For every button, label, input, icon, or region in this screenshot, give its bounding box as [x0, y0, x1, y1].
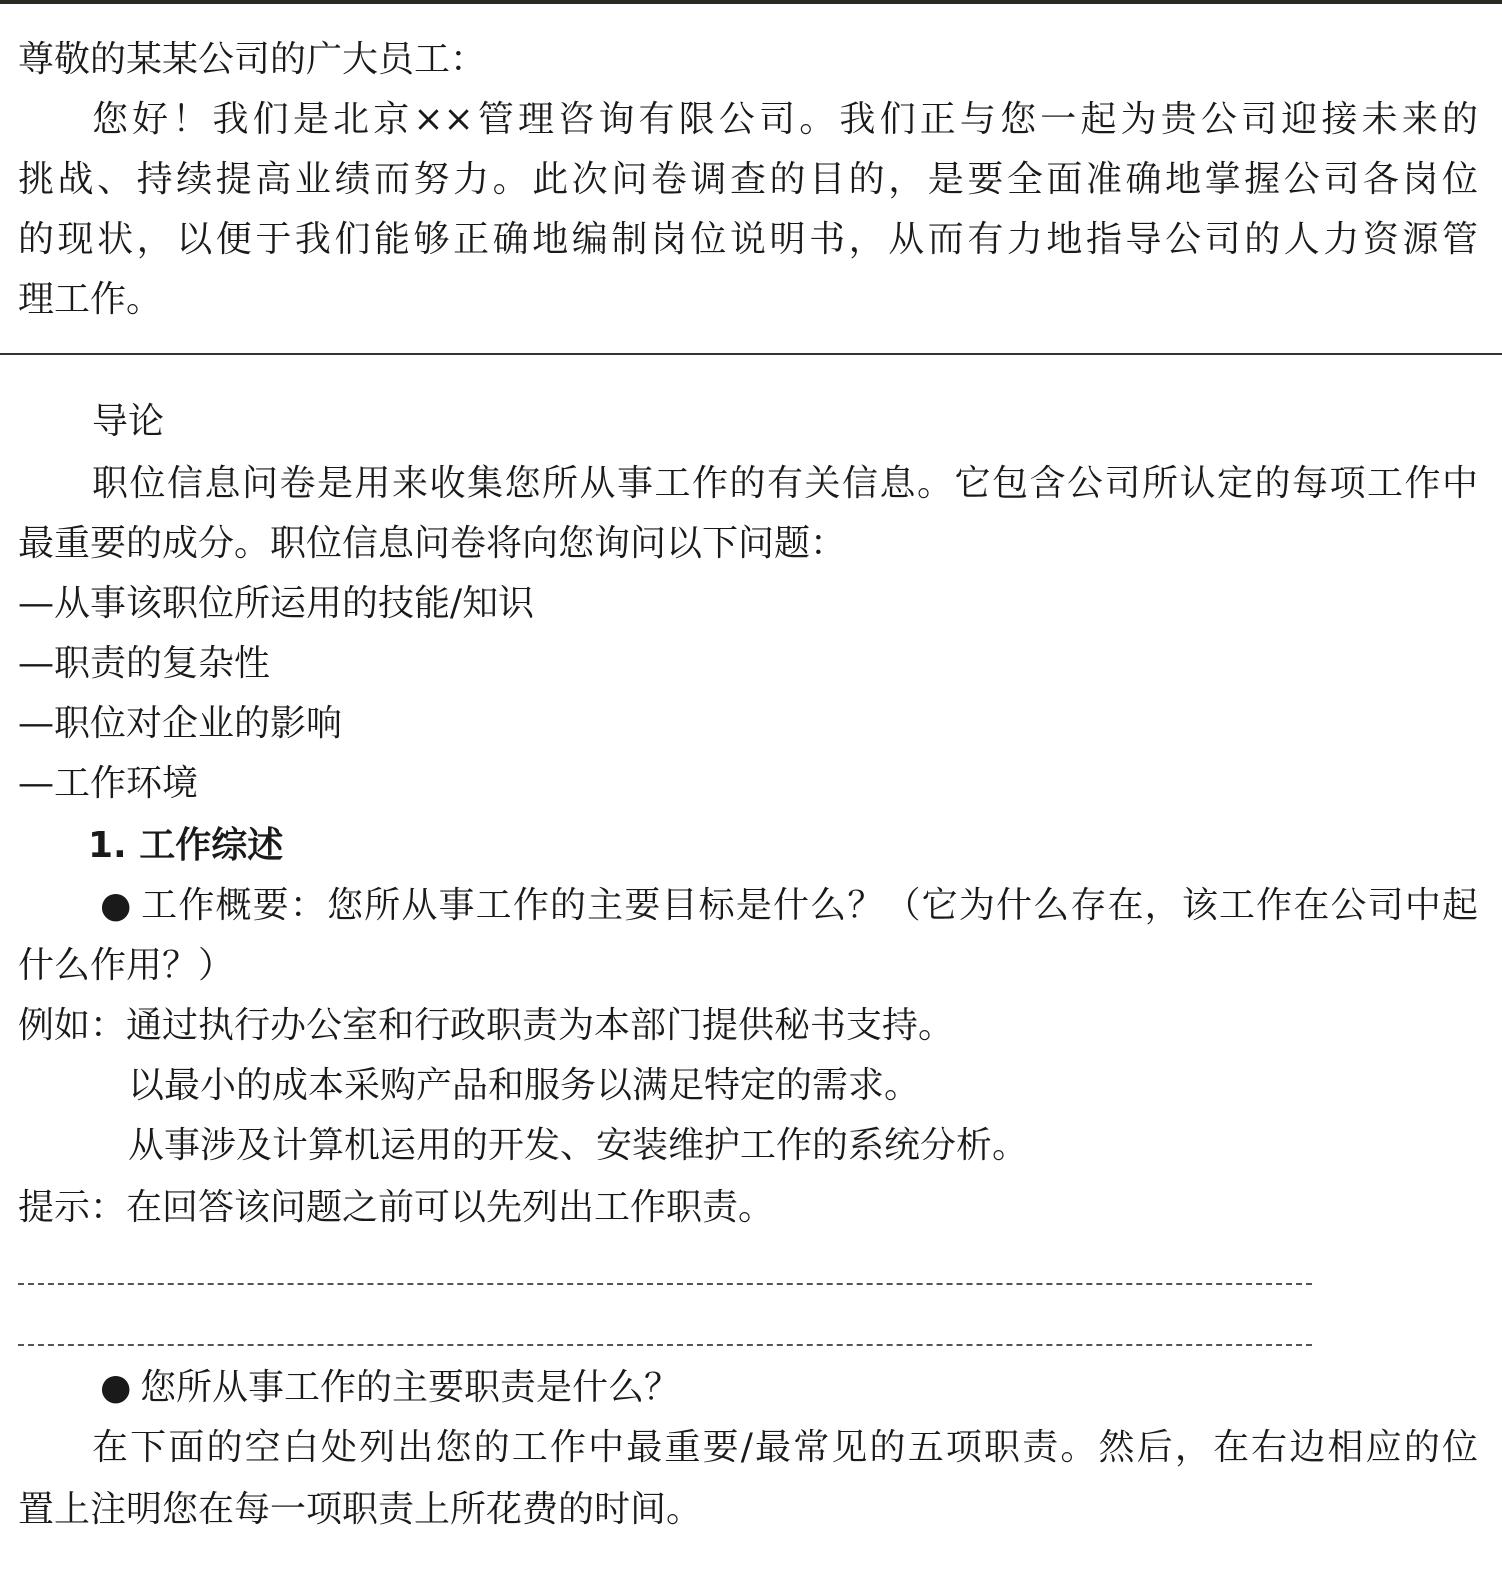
intro-title: 导论 [92, 401, 165, 442]
bullet-question-text: 您所从事工作的主要职责是什么？ [140, 1367, 681, 1408]
instruction-line: 置上注明您在每一项职责上所花费的时间。 [18, 1489, 703, 1530]
bullet-icon: ● [100, 885, 132, 926]
example-text: 以最小的成本采购产品和服务以满足特定的需求。 [128, 1065, 921, 1106]
intro-item: —从事该职位所运用的技能/知识 [18, 583, 535, 624]
hint-text: 在回答该问题之前可以先列出工作职责。 [126, 1187, 775, 1228]
hint-label: 提示： [18, 1187, 127, 1228]
letter-line: 理工作。 [18, 279, 163, 320]
example-text: 从事涉及计算机运用的开发、安装维护工作的系统分析。 [128, 1125, 1029, 1166]
intro-item: —工作环境 [18, 763, 199, 804]
letter-line: 的现状，以便于我们能够正确地编制岗位说明书，从而有力地指导公司的人力资源管 [18, 219, 1478, 260]
bullet-question [100, 1364, 680, 1412]
example-line [18, 1002, 954, 1050]
intro-item: —职位对企业的影响 [18, 703, 343, 744]
top-rule [0, 0, 1502, 4]
intro-line: 最重要的成分。职位信息问卷将向您询问以下问题： [18, 523, 847, 564]
letter-line: 挑战、持续提高业绩而努力。此次问卷调查的目的，是要全面准确地掌握公司各岗位 [18, 159, 1478, 200]
bullet-question [100, 882, 1478, 930]
example-label: 例如： [18, 1005, 127, 1046]
bullet-question-continuation: 什么作用？） [18, 945, 235, 986]
answer-line[interactable] [18, 1344, 1312, 1346]
letter-line: 您好！我们是北京××管理咨询有限公司。我们正与您一起为贵公司迎接未来的 [92, 99, 1478, 140]
bullet-question-text: 工作概要：您所从事工作的主要目标是什么？（它为什么存在，该工作在公司中起 [140, 885, 1478, 926]
example-text: 通过执行办公室和行政职责为本部门提供秘书支持。 [126, 1005, 955, 1046]
section-heading: 1. 工作综述 [88, 825, 284, 866]
instruction-line: 在下面的空白处列出您的工作中最重要/最常见的五项职责。然后，在右边相应的位 [92, 1427, 1478, 1468]
hint-line [18, 1184, 774, 1232]
intro-line: 职位信息问卷是用来收集您所从事工作的有关信息。它包含公司所认定的每项工作中 [92, 463, 1478, 504]
letter-salutation: 尊敬的某某公司的广大员工： [18, 39, 487, 80]
answer-line[interactable] [18, 1283, 1312, 1285]
bullet-icon: ● [100, 1367, 132, 1408]
intro-item: —职责的复杂性 [18, 643, 271, 684]
section-divider [0, 353, 1502, 355]
